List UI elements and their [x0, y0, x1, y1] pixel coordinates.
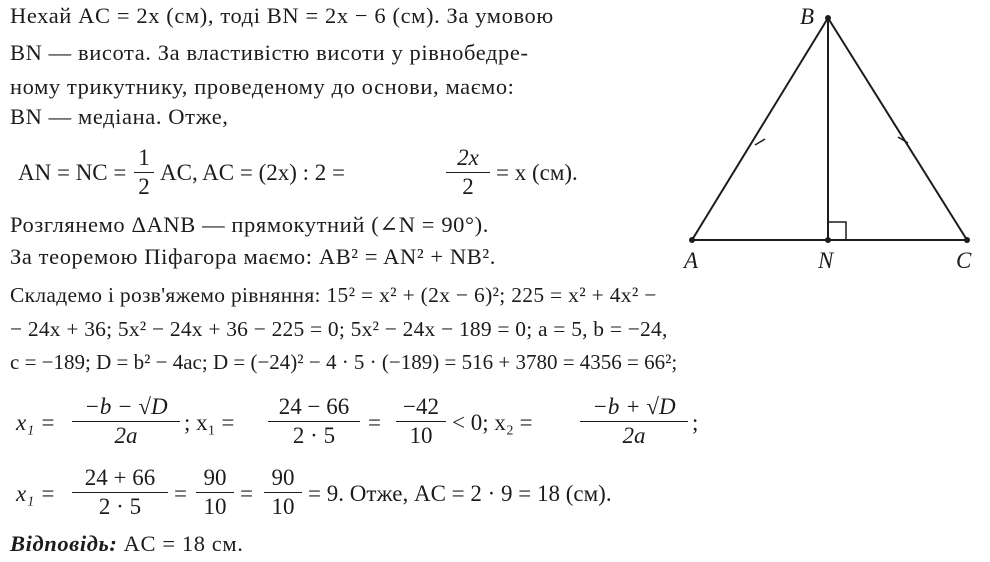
tick-mark-ab: [755, 139, 765, 145]
fraction-numerator: −b − √D: [84, 394, 168, 419]
vertex-b: [825, 15, 831, 21]
text-line-8: Складемо і розв'яжемо рівняння: 15² = x² + (2x − 6)²; 225 = x² + 4x² −: [10, 283, 657, 307]
fraction-denominator: 10: [409, 423, 433, 448]
fraction-denominator: 10: [271, 494, 295, 519]
fraction-numerator: 90: [271, 465, 295, 490]
text-line-3: ному трикутнику, проведеному до основи, маємо:: [10, 74, 515, 99]
side-ab: [692, 18, 828, 240]
text-line-9: − 24x + 36; 5x² − 24x + 36 − 225 = 0; 5x² − 24x − 189 = 0; a = 5, b = −24,: [10, 317, 668, 341]
text-line-10: c = −189; D = b² − 4ac; D = (−24)² − 4 · 5 · (−189) = 516 + 3780 = 4356 = 66²;: [10, 350, 678, 374]
fraction-numerator: 2x: [457, 145, 479, 170]
text-line-1: Нехай AC = 2x (см), тоді BN = 2x − 6 (см). За умовою: [10, 3, 554, 28]
eq5-part3: = x (см).: [496, 160, 578, 185]
eq12-x1: x₁ =: [16, 481, 56, 506]
fraction-numerator: 1: [138, 145, 150, 170]
fraction-numerator: −42: [403, 394, 439, 419]
fraction-denominator: 2: [138, 174, 150, 199]
eq12-equals-1: =: [174, 481, 187, 506]
eq5-part1: AN = NC =: [18, 160, 127, 185]
side-bc: [828, 18, 967, 240]
text-line-7: За теоремою Піфагора маємо: AB² = AN² + NB².: [10, 244, 496, 269]
text-line-4: BN — медіана. Отже,: [10, 104, 229, 129]
fraction-denominator: 2a: [622, 423, 646, 448]
eq12-equals-2: =: [240, 481, 253, 506]
eq5-part2: AC, AC = (2x) : 2 =: [160, 160, 346, 185]
eq11-x1: x₁ =: [16, 410, 56, 435]
fraction-denominator: 10: [203, 494, 227, 519]
vertex-a: [689, 237, 695, 243]
right-angle-mark: [828, 222, 846, 240]
fraction-numerator: 24 − 66: [278, 394, 350, 419]
point-n: [825, 237, 831, 243]
eq11-less-than: < 0; x₂ =: [452, 410, 533, 435]
answer-label: Відповідь:: [10, 531, 118, 556]
text-line-6: Розглянемо ΔANB — прямокутний (∠N = 90°).: [10, 212, 489, 237]
fraction-numerator: 90: [203, 465, 227, 490]
eq11-end: ;: [692, 410, 699, 435]
label-a: A: [684, 248, 699, 273]
label-n: N: [818, 248, 834, 273]
eq11-equals: =: [368, 410, 381, 435]
answer-text: AC = 18 см.: [123, 531, 244, 556]
eq11-sep: ; x₁ =: [184, 410, 235, 435]
eq12-rest: = 9. Отже, AC = 2 · 9 = 18 (см).: [308, 481, 612, 506]
fraction-numerator: 24 + 66: [84, 465, 156, 490]
fraction-denominator: 2 · 5: [98, 494, 142, 519]
fraction-denominator: 2: [462, 174, 474, 199]
fraction-denominator: 2a: [114, 423, 138, 448]
vertex-c: [964, 237, 970, 243]
fraction-numerator: −b + √D: [592, 394, 676, 419]
label-c: C: [956, 248, 972, 273]
fraction-denominator: 2 · 5: [292, 423, 336, 448]
text-line-2: BN — висота. За властивістю висоти у рівнобедре-: [10, 40, 529, 65]
label-b: B: [800, 4, 815, 29]
